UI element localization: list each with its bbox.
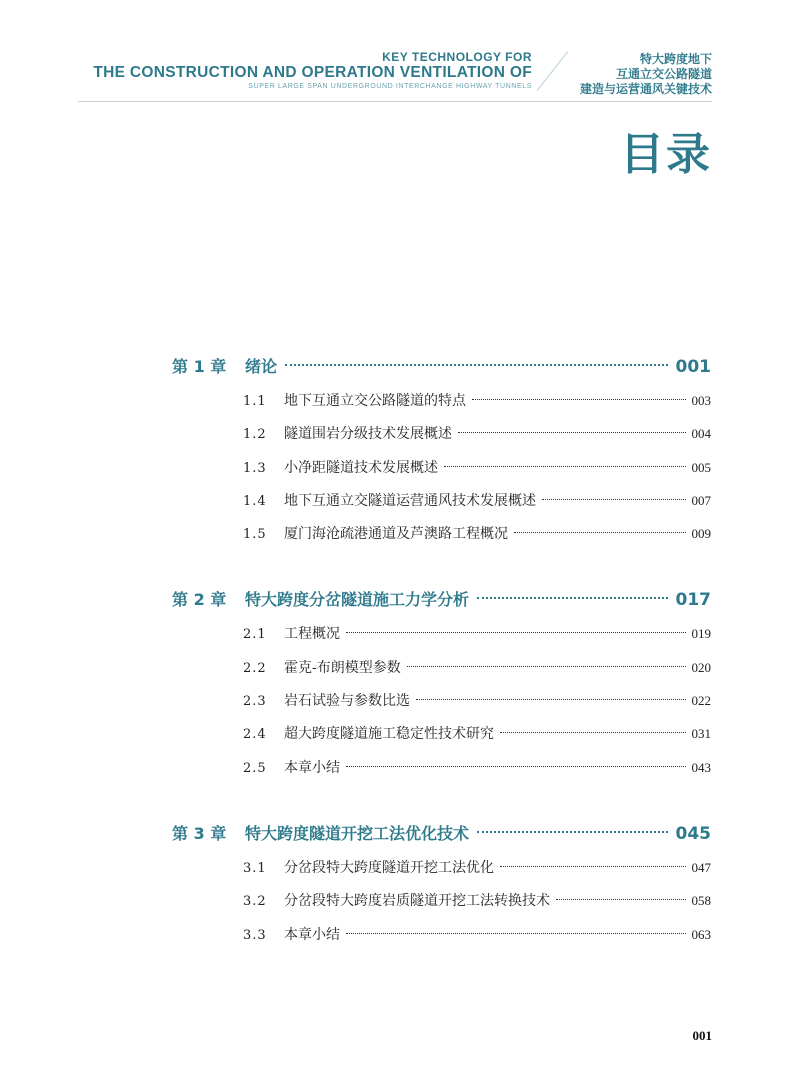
header-rule [78, 101, 712, 102]
dot-leader [500, 866, 686, 867]
dot-leader [477, 831, 667, 833]
toc-section-entry[interactable] [243, 851, 711, 884]
section-title: 超大跨度隧道施工稳定性技术研究 [284, 726, 494, 743]
dot-leader [416, 699, 686, 700]
toc-section-entry[interactable] [243, 451, 711, 484]
dot-leader [477, 597, 667, 599]
section-title: 小净距隧道技术发展概述 [284, 459, 438, 476]
section-title: 隧道围岩分级技术发展概述 [284, 426, 452, 443]
section-page-number: 004 [691, 426, 711, 442]
header-cn-line1: 特大跨度地下 [639, 52, 712, 66]
header-english-title [93, 50, 532, 92]
toc-section-entry[interactable] [243, 918, 711, 951]
section-page-number: 019 [691, 626, 711, 642]
section-page-number: 047 [691, 859, 711, 875]
dot-leader [346, 632, 686, 633]
section-number: 3.3 [243, 927, 267, 943]
header-divider-slash [537, 51, 569, 91]
dot-leader [444, 466, 686, 467]
chapter-page-number: 017 [675, 590, 711, 611]
toc-chapter-entry[interactable] [172, 583, 711, 617]
page-number: 001 [692, 1028, 712, 1043]
dot-leader [285, 364, 667, 366]
section-title: 厦门海沧疏港通道及芦澳路工程概况 [284, 526, 508, 543]
toc-section-entry[interactable] [243, 684, 711, 717]
chapter-title: 特大跨度分岔隧道施工力学分析 [245, 590, 470, 610]
header-cn-line3: 建造与运营通风关键技术 [579, 82, 712, 96]
section-page-number: 022 [691, 693, 711, 709]
toc-section-entry[interactable] [243, 484, 711, 517]
dot-leader [407, 666, 686, 667]
section-page-number: 031 [691, 726, 711, 742]
dot-leader [514, 532, 686, 533]
section-title: 地下互通立交公路隧道的特点 [284, 393, 466, 409]
dot-leader [542, 499, 686, 500]
section-number: 1.5 [243, 527, 267, 543]
section-number: 2.2 [243, 660, 267, 676]
toc-heading: 目录 [620, 129, 712, 180]
section-number: 2.3 [243, 694, 267, 710]
section-page-number: 007 [691, 492, 711, 508]
header-en-line3: SUPER LARGE SPAN UNDERGROUND INTERCHANGE HIGHWAY TUNNELS [248, 83, 532, 90]
dot-leader [556, 899, 686, 900]
toc-chapter-entry[interactable] [172, 817, 711, 851]
chapter-page-number: 001 [675, 357, 711, 377]
toc-chapter-entry[interactable] [172, 350, 711, 384]
chapter-gap [172, 784, 711, 817]
section-title: 本章小结 [284, 926, 340, 943]
chapter-page-number: 045 [675, 823, 711, 844]
chapter-number: 第 3 章 [172, 823, 227, 843]
section-number: 2.4 [243, 727, 267, 743]
chapter-title: 绪论 [245, 357, 278, 376]
header-en-line2: THE CONSTRUCTION AND OPERATION VENTILATION OF [93, 64, 532, 81]
section-page-number: 005 [691, 459, 711, 475]
toc-section-entry[interactable] [243, 884, 711, 917]
section-title: 地下互通立交隧道运营通风技术发展概述 [284, 492, 536, 509]
dot-leader [458, 432, 686, 433]
toc-section-entry[interactable] [243, 717, 711, 750]
section-page-number: 003 [691, 393, 711, 408]
chapter-gap [172, 550, 711, 583]
toc-section-entry[interactable] [243, 417, 711, 450]
chapter-number: 第 2 章 [172, 590, 227, 610]
dot-leader [472, 399, 686, 400]
section-title: 霍克-布朗模型参数 [284, 659, 401, 676]
dot-leader [346, 766, 686, 767]
toc-section-entry[interactable] [243, 517, 711, 550]
toc-section-entry[interactable] [243, 751, 711, 784]
toc-section-entry[interactable] [243, 651, 711, 684]
section-number: 3.2 [243, 894, 267, 910]
section-page-number: 043 [691, 759, 711, 775]
section-title: 分岔段特大跨度岩质隧道开挖工法转换技术 [284, 893, 550, 910]
section-number: 1.3 [243, 460, 267, 476]
toc-section-entry[interactable] [243, 617, 711, 650]
section-number: 2.1 [243, 627, 267, 643]
section-page-number: 020 [691, 659, 711, 675]
header-chinese-title [580, 52, 712, 97]
section-title: 分岔段特大跨度隧道开挖工法优化 [284, 859, 494, 876]
section-page-number: 063 [691, 926, 711, 942]
header-en-line1: KEY TECHNOLOGY FOR [382, 50, 532, 64]
section-number: 3.1 [243, 860, 267, 876]
section-number: 2.5 [243, 760, 267, 776]
table-of-contents [172, 350, 711, 951]
dot-leader [500, 732, 686, 733]
toc-section-entry[interactable] [243, 384, 711, 417]
section-title: 工程概况 [284, 626, 340, 643]
section-page-number: 009 [691, 526, 711, 542]
dot-leader [346, 933, 686, 934]
section-number: 1.1 [243, 394, 267, 409]
section-number: 1.2 [243, 427, 267, 443]
section-title: 岩石试验与参数比选 [284, 693, 410, 710]
section-number: 1.4 [243, 493, 267, 509]
header-cn-line2: 互通立交公路隧道 [615, 67, 712, 81]
chapter-title: 特大跨度隧道开挖工法优化技术 [245, 823, 470, 843]
chapter-number: 第 1 章 [172, 357, 227, 376]
section-title: 本章小结 [284, 759, 340, 776]
section-page-number: 058 [691, 893, 711, 909]
